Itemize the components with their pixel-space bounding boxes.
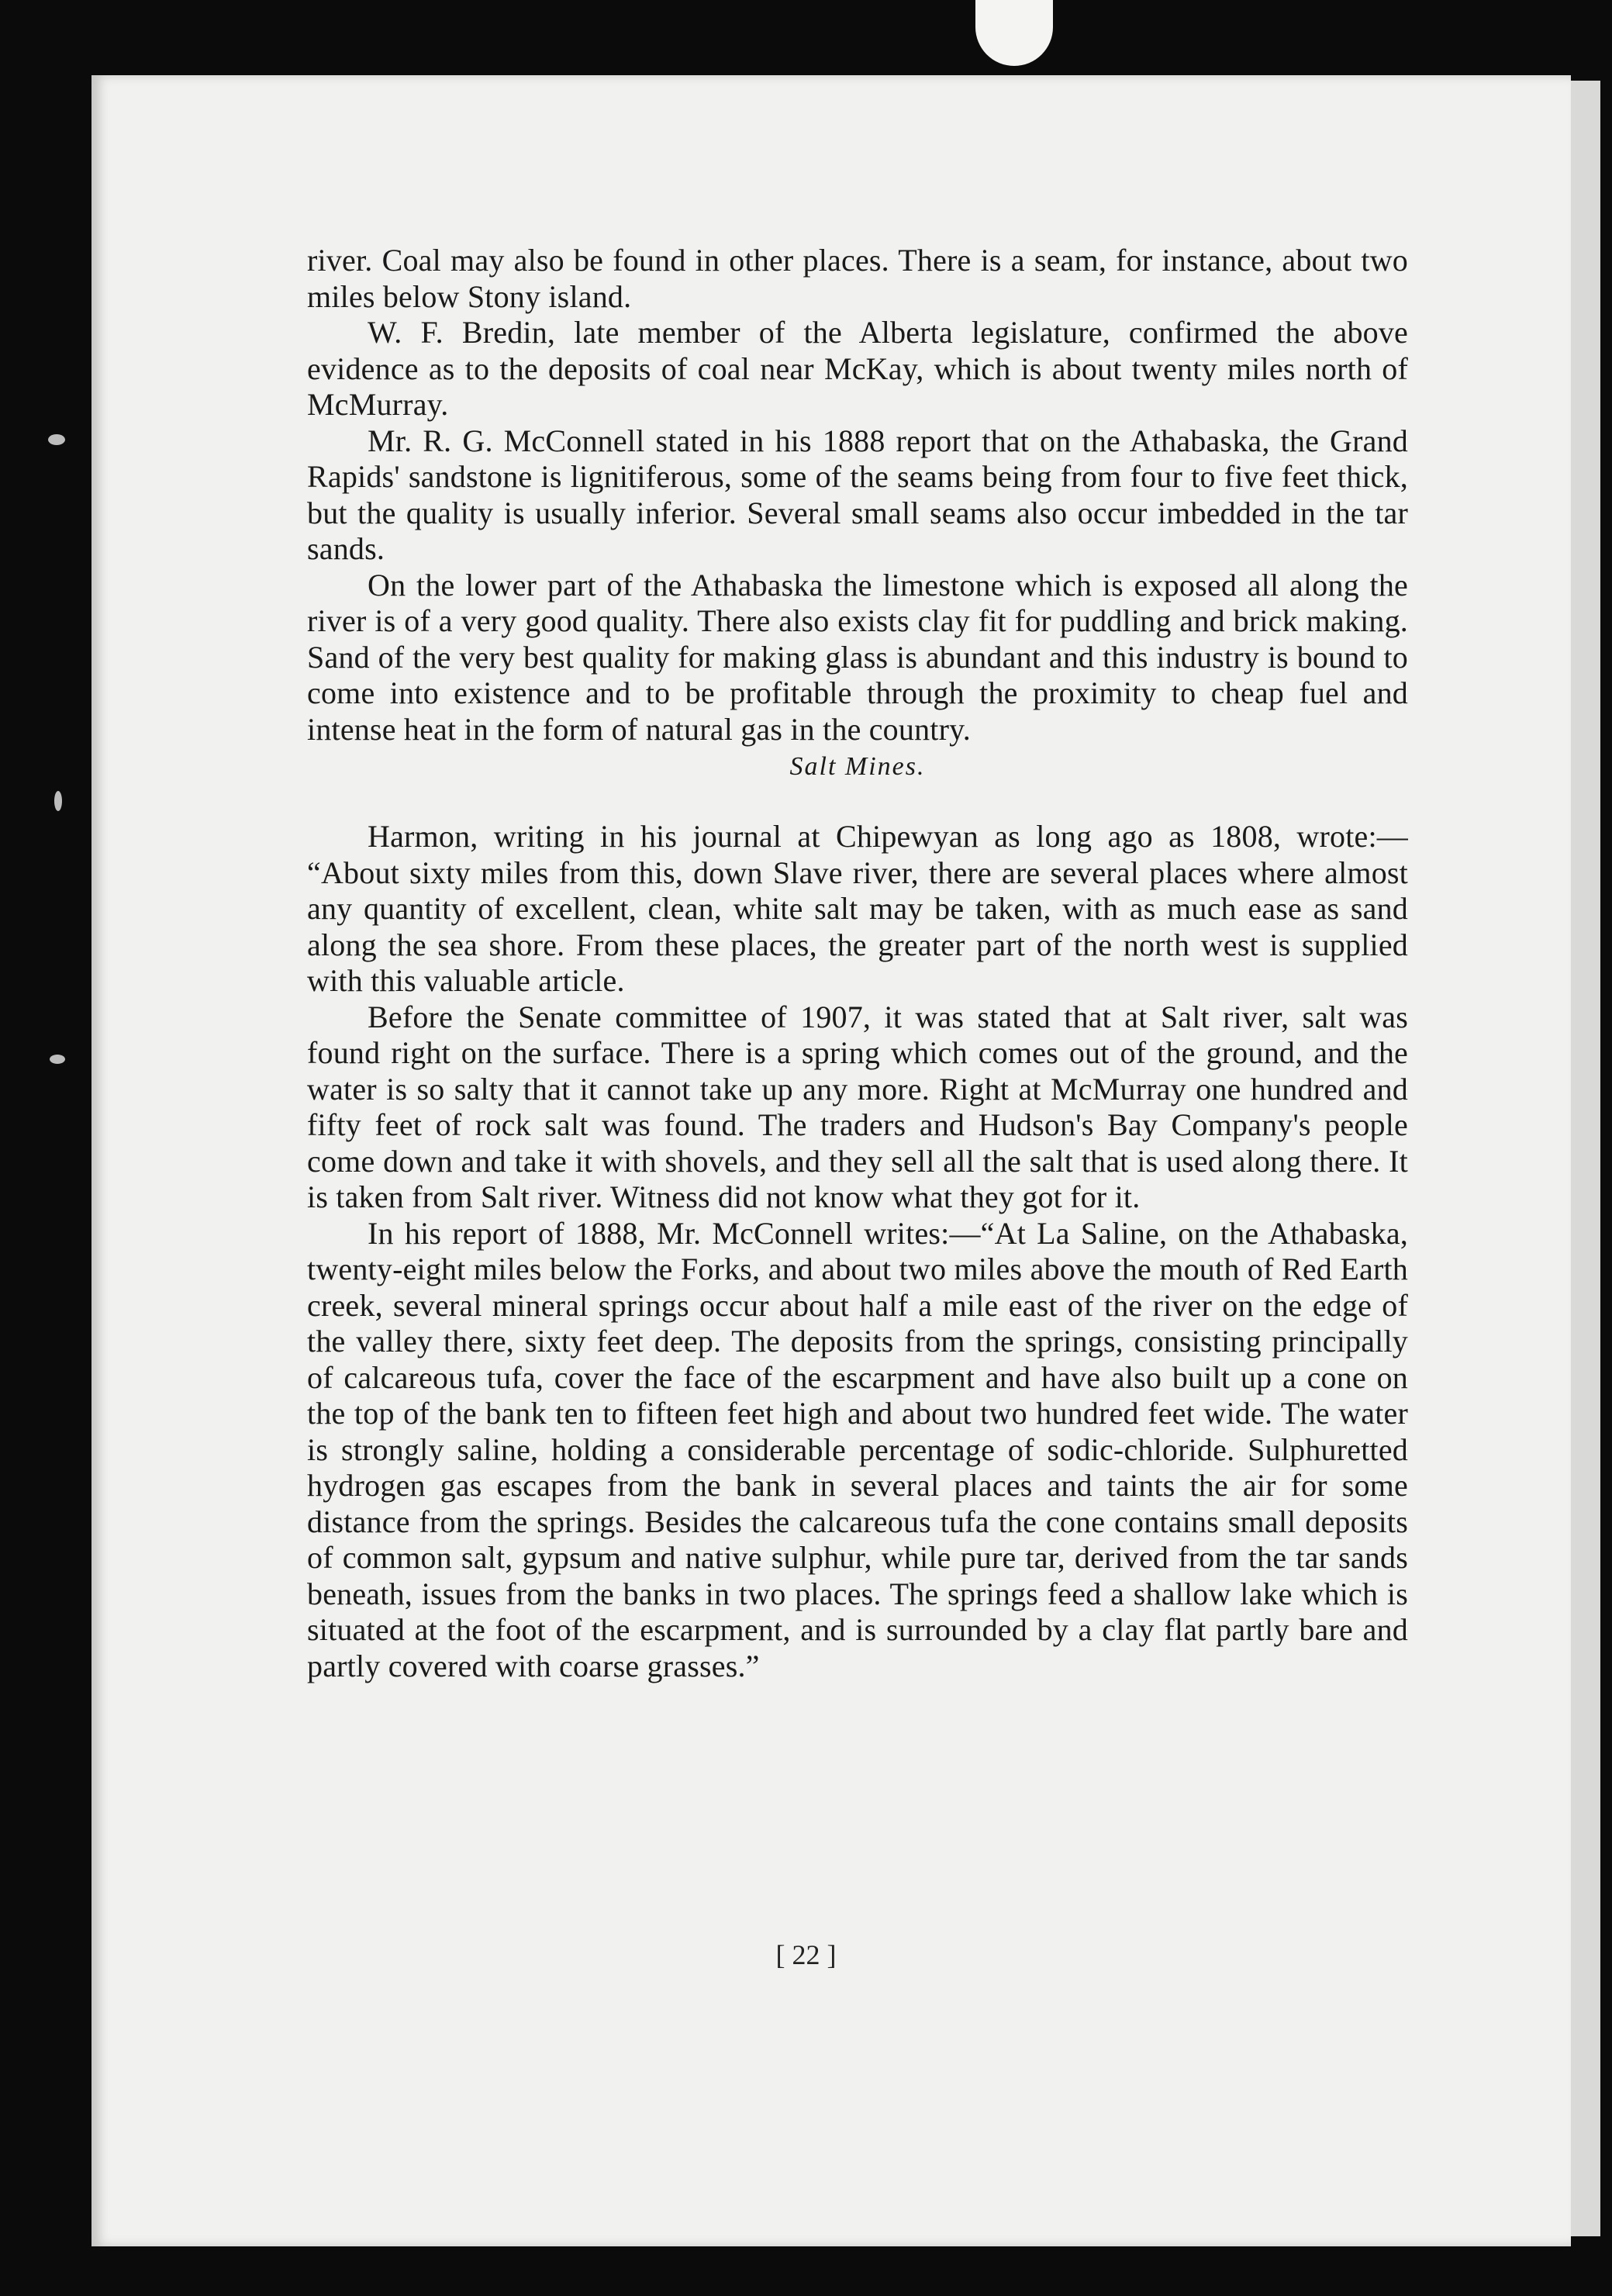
body-text: [307, 243, 1408, 1684]
binding-hole: [975, 0, 1053, 66]
margin-speck: [54, 791, 62, 811]
margin-speck: [48, 434, 65, 445]
paragraph-lower-athabaska: On the lower part of the Athabaska the limestone which is exposed all along the river is of a very good quality. There also exists clay fit for puddling and brick making. Sand of the very best quality for making glass is abundant and this industry is bound to come into existence and to be profitable through the proximity to cheap fuel and intense heat in the form of natural gas in the country.: [307, 567, 1408, 747]
paragraph-senate-committee: Before the Senate committee of 1907, it was stated that at Salt river, salt was found right on the surface. There is a spring which comes out of the ground, and the water is so salty that it cannot take up any more. Right at McMurray one hundred and fifty feet of rock salt was found. The traders and Hudson's Bay Company's people come down and take it with shovels, and they sell all the salt that is used along there. It is taken from Salt river. Witness did not know what they got for it.: [307, 999, 1408, 1214]
section-heading: Salt Mines.: [789, 752, 926, 781]
margin-speck: [50, 1055, 65, 1064]
paragraph-bredin: W. F. Bredin, late member of the Alberta legislature, confirmed the above evidence as to the deposits of coal near McKay, which is about twenty miles north of McMurray.: [307, 315, 1408, 422]
paragraph-mcconnell-1888: Mr. R. G. McConnell stated in his 1888 report that on the Athabaska, the Grand Rapids' sandstone is lignitiferous, some of the seams being from four to five feet thick, but the quality is usually inferior. Several small seams also occur imbedded in the tar sands.: [307, 423, 1408, 566]
paragraph-coal-river: river. Coal may also be found in other places. There is a seam, for instance, about two miles below Stony island.: [307, 243, 1408, 314]
paragraph-la-saline: In his report of 1888, Mr. McConnell writes:—“At La Saline, on the Athabaska, twenty-eight miles below the Forks, and about two miles above the mouth of Red Earth creek, several mineral springs occur about half a mile east of the river on the edge of the valley there, sixty feet deep. The deposits from the springs, consisting principally of calcareous tufa, cover the face of the escarpment and have also built up a cone on the top of the bank ten to fifteen feet high and about two hundred feet wide. The water is strongly saline, holding a considerable percentage of sodic-chloride. Sulphuretted hydrogen gas escapes from the bank in several places and taints the air for some distance from the springs. Besides the calcareous tufa the cone contains small deposits of common salt, gypsum and native sulphur, while pure tar, derived from the tar sands beneath, issues from the banks in two places. The springs feed a shallow lake which is situated at the foot of the escarpment, and is surrounded by a clay flat partly bare and partly covered with coarse grasses.”: [307, 1215, 1408, 1683]
adjacent-page-edge: [1569, 81, 1600, 2236]
paragraph-harmon: Harmon, writing in his journal at Chipewyan as long ago as 1808, wrote:— “About sixty miles from this, down Slave river, there are several places where almost any quantity of excellent, clean, white salt may be taken, with as much ease as sand along the sea shore. From these places, the greater part of the north west is supplied with this valuable article.: [307, 819, 1408, 998]
page-number: [ 22 ]: [775, 1939, 837, 1970]
